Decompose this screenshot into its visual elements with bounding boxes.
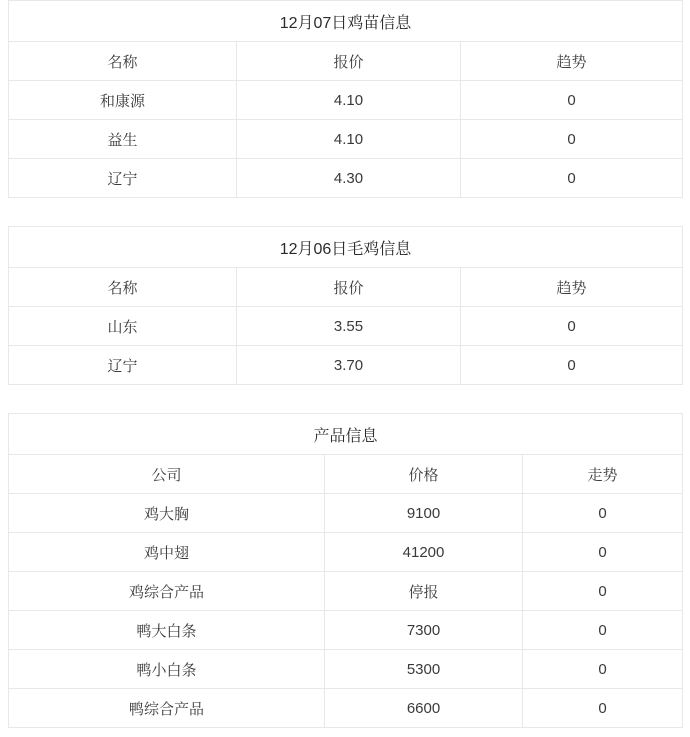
cell-price: 9100 xyxy=(325,494,523,533)
cell-company: 鸭小白条 xyxy=(9,650,325,689)
cell-price: 7300 xyxy=(325,611,523,650)
cell-name: 和康源 xyxy=(9,81,237,120)
cell-price: 4.10 xyxy=(237,81,461,120)
cell-price: 3.70 xyxy=(237,346,461,385)
cell-company: 鸡综合产品 xyxy=(9,572,325,611)
cell-trend: 0 xyxy=(523,611,683,650)
cell-price: 3.55 xyxy=(237,307,461,346)
table-row xyxy=(9,650,683,689)
cell-trend: 0 xyxy=(523,533,683,572)
table-row xyxy=(9,494,683,533)
cell-trend: 0 xyxy=(523,572,683,611)
column-header-price: 报价 xyxy=(237,268,461,307)
table-broiler xyxy=(8,226,683,385)
column-header-price: 报价 xyxy=(237,42,461,81)
cell-name: 辽宁 xyxy=(9,159,237,198)
table-chick-seedling xyxy=(8,0,683,198)
column-header-trend: 趋势 xyxy=(461,268,683,307)
cell-price: 4.10 xyxy=(237,120,461,159)
table-product xyxy=(8,413,683,728)
table-header-row xyxy=(9,268,683,307)
cell-price: 41200 xyxy=(325,533,523,572)
cell-trend: 0 xyxy=(461,81,683,120)
cell-price: 4.30 xyxy=(237,159,461,198)
cell-trend: 0 xyxy=(461,159,683,198)
table-row xyxy=(9,120,683,159)
cell-company: 鸡中翅 xyxy=(9,533,325,572)
cell-price: 5300 xyxy=(325,650,523,689)
cell-name: 益生 xyxy=(9,120,237,159)
column-header-trend: 趋势 xyxy=(461,42,683,81)
table-row xyxy=(9,81,683,120)
cell-name: 辽宁 xyxy=(9,346,237,385)
table-row xyxy=(9,572,683,611)
column-header-name: 名称 xyxy=(9,268,237,307)
table-row xyxy=(9,689,683,728)
column-header-trend: 走势 xyxy=(523,455,683,494)
table-title-row xyxy=(9,227,683,268)
cell-trend: 0 xyxy=(523,689,683,728)
table-title-row xyxy=(9,414,683,455)
cell-name: 山东 xyxy=(9,307,237,346)
table-row xyxy=(9,533,683,572)
cell-company: 鸭综合产品 xyxy=(9,689,325,728)
cell-company: 鸡大胸 xyxy=(9,494,325,533)
cell-trend: 0 xyxy=(523,650,683,689)
column-header-name: 名称 xyxy=(9,42,237,81)
column-header-price: 价格 xyxy=(325,455,523,494)
cell-trend: 0 xyxy=(461,346,683,385)
cell-company: 鸭大白条 xyxy=(9,611,325,650)
table-header-row xyxy=(9,455,683,494)
table-title: 产品信息 xyxy=(9,414,683,455)
table-row xyxy=(9,307,683,346)
table-row xyxy=(9,611,683,650)
cell-trend: 0 xyxy=(461,307,683,346)
table-header-row xyxy=(9,42,683,81)
section-spacer xyxy=(8,385,682,413)
table-row xyxy=(9,346,683,385)
cell-price: 6600 xyxy=(325,689,523,728)
section-spacer xyxy=(8,198,682,226)
table-title: 12月07日鸡苗信息 xyxy=(9,1,683,42)
table-title: 12月06日毛鸡信息 xyxy=(9,227,683,268)
cell-trend: 0 xyxy=(461,120,683,159)
cell-price: 停报 xyxy=(325,572,523,611)
table-title-row xyxy=(9,1,683,42)
column-header-company: 公司 xyxy=(9,455,325,494)
table-row xyxy=(9,159,683,198)
cell-trend: 0 xyxy=(523,494,683,533)
